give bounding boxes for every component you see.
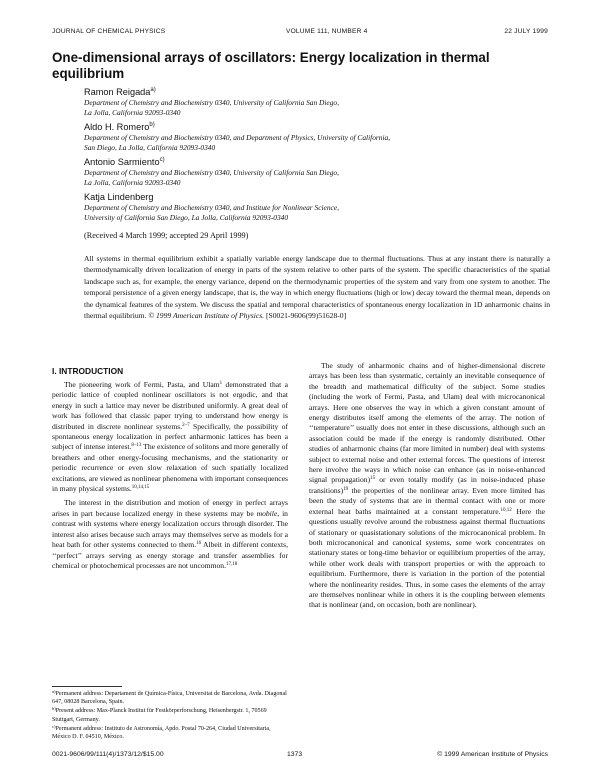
author-affiliation: Department of Chemistry and Biochemistry 0340, and Institute for Nonlinear Science, University of California San Diego, La Jolla, California 92093-0340 <box>84 203 339 222</box>
footer-copyright: © 1999 American Institute of Physics <box>437 751 548 758</box>
citation[interactable]: 17,18 <box>225 561 238 567</box>
abstract <box>84 253 550 321</box>
footnote: $^{b)}$Present address: Max-Planck Institut für Festkörperforschung, Heisenbergstr. 1, 70569 Stuttgart, Germany. <box>52 706 267 723</box>
citation[interactable]: 10,12 <box>500 507 512 513</box>
citation[interactable]: 16 <box>196 541 202 547</box>
left-column <box>52 380 288 575</box>
footnote: $^{c)}$Permanent address: Instituto de Astronomía, Apdo. Postal 70-264, Ciudad Universitaria, México D. F. 04510, México. <box>52 723 271 741</box>
author-list <box>84 87 554 227</box>
received-dates: (Received 4 March 1999; accepted 29 April 1999) <box>84 231 249 240</box>
author-affiliation: Department of Chemistry and Biochemistry 0340, University of California San Diego, La Jolla, California 92093-0340 <box>84 98 339 117</box>
author-affiliation: Department of Chemistry and Biochemistry 0340, University of California San Diego, La Jolla, California 92093-0340 <box>84 168 339 187</box>
footer-code: 0021-9606/99/111(4)/1373/12/$15.00 <box>52 751 164 758</box>
author-entry <box>84 192 554 223</box>
author-entry <box>84 87 554 118</box>
section-heading: I. INTRODUCTION <box>52 366 124 376</box>
footnote: $^{a)}$Permanent address: Departament de Química-Física, Universitat de Barcelona, Avda. Diagonal 647, 08028 Barcelona, Spain. <box>52 689 287 706</box>
abstract-doi[interactable]: [S0021-9606(99)51628-0] <box>265 311 347 321</box>
journal-name: JOURNAL OF CHEMICAL PHYSICS <box>52 28 166 35</box>
author-name: Katja Lindenberg <box>84 192 154 202</box>
footnote-divider <box>52 686 122 687</box>
author-footnote-mark[interactable]: c) <box>159 157 165 163</box>
issue-date: 22 JULY 1999 <box>504 28 548 35</box>
citation[interactable]: 15 <box>370 476 376 482</box>
intro-paragraph-3: The study of anharmonic chains and of higher-dimensional discrete arrays has been less than systematic, certainly an inevitable consequence of the breadth and mathematical difficulty of the subject. Some studies (including the work of Fermi, Pasta, and Ulam) deal with microcanonical arrays. Here one observes the way in which a given constant amount of energy distributes itself among the elements of the array. The notion of ‘‘temperature’’ usually does not enter in these discussions, although such an association could be made if the energy is randomly distributed. Other studies of anharmonic chains (far more limited in number) deal with systems subject to external noise and other external forces. The questions of interest here involve the ways in which noise can enhance (as in noise-enhanced signal propagation)$^{15}$ or even totally modify (as in noise-induced phase transitions)$^{19}$ the properties of the nonlinear array. Even more limited has been the study of systems that are in thermal contact with one or more external heat baths maintained at a constant temperature.$^{10,12}$ Here the questions usually revolve around the robustness against thermal fluctuations of stationary or quasistationary solutions of the microcanonical problem. In both microcanonical and canonical systems, some work concentrates on stationary states or long-time behavior or equilibrium properties of the array, while other work deals with transport properties or with the approach to equilibrium. Furthermore, there is variation in the portion of the potential where the nonlinearity resides. Thus, in some cases the elements of the array are themselves nonlinear while in others it is the coupling between elements that is nonlinear (and, on occasion, both are nonlinear). <box>309 361 545 610</box>
intro-paragraph-2: The interest in the distribution and motion of energy in perfect arrays arises in part because localized energy in these systems may be mobile, in contrast with systems where energy localization occurs through disorder. The interest also arises because such arrays may themselves serve as models for a heat bath for other systems connected to them.$^{16}$ Albeit in different contexts, ‘‘perfect’’ arrays serving as energy storage and transfer assemblies for chemical or photochemical processes are not uncommon.$^{17,18}$ <box>52 498 288 570</box>
author-entry <box>84 122 554 153</box>
right-column <box>309 361 545 615</box>
citation[interactable]: 19 <box>343 486 349 492</box>
citation[interactable]: 1 <box>219 381 223 386</box>
author-footnote-mark[interactable]: b) <box>149 122 155 128</box>
citation[interactable]: 10,14,15 <box>131 485 150 491</box>
author-affiliation: Department of Chemistry and Biochemistry 0340, and Department of Physics, University of California, San Diego, La Jolla, California 92093-0340 <box>84 133 391 152</box>
page-number: 1373 <box>287 751 303 758</box>
article-title: One-dimensional arrays of oscillators: Energy localization in thermal equilibrium <box>52 50 490 81</box>
author-entry <box>84 157 554 188</box>
abstract-text: All systems in thermal equilibrium exhibit a spatially variable energy landscape due to thermal fluctuations. Thus at any instant there is naturally a thermodynamically driven localization of energy in parts of the system relative to other parts of the system. The specific characteristics of the spatial landscape such as, for example, the energy variance, depend on the thermodynamic properties of the system and vary from one system to another. The temporal persistence of a given energy landscape, that is, the way in which energy fluctuations (high or low) decay toward the thermal mean, depends on the dynamical features of the system. We discuss the spatial and temporal characteristics of spontaneous energy localization in 1D anharmonic chains in thermal equilibrium. <box>84 254 550 321</box>
citation[interactable]: 2–7 <box>182 422 190 428</box>
author-name: Ramon Reigada$^{a)}$ <box>84 87 156 97</box>
author-footnote-mark[interactable]: a) <box>150 87 156 93</box>
citation[interactable]: 8–13 <box>131 443 142 449</box>
footnotes <box>52 690 288 742</box>
volume-number: VOLUME 111, NUMBER 4 <box>286 28 368 35</box>
author-name: Antonio Sarmiento$^{c)}$ <box>84 157 165 167</box>
intro-paragraph-1: The pioneering work of Fermi, Pasta, and Ulam$^1$ demonstrated that a periodic lattice of coupled nonlinear oscillators is not ergodic, and that energy in such a lattice may never be distributed uniformly. A great deal of work has followed that classic paper trying to understand how energy is distributed in discrete nonlinear systems.$^{2-7}$ Specifically, the possibility of spontaneous energy localization in perfect anharmonic lattices has been a subject of intense interest.$^{8-13}$ The existence of solitons and more generally of breathers and other energy-focusing mechanisms, and the stationarity or periodic recurrence or even slow relaxation of such spatially localized excitations, are viewed as nonlinear phenomena with important consequences in many physical systems.$^{10,14,15}$ <box>52 380 289 494</box>
author-name: Aldo H. Romero$^{b)}$ <box>84 122 155 132</box>
abstract-copyright: © 1999 American Institute of Physics. <box>148 311 265 321</box>
